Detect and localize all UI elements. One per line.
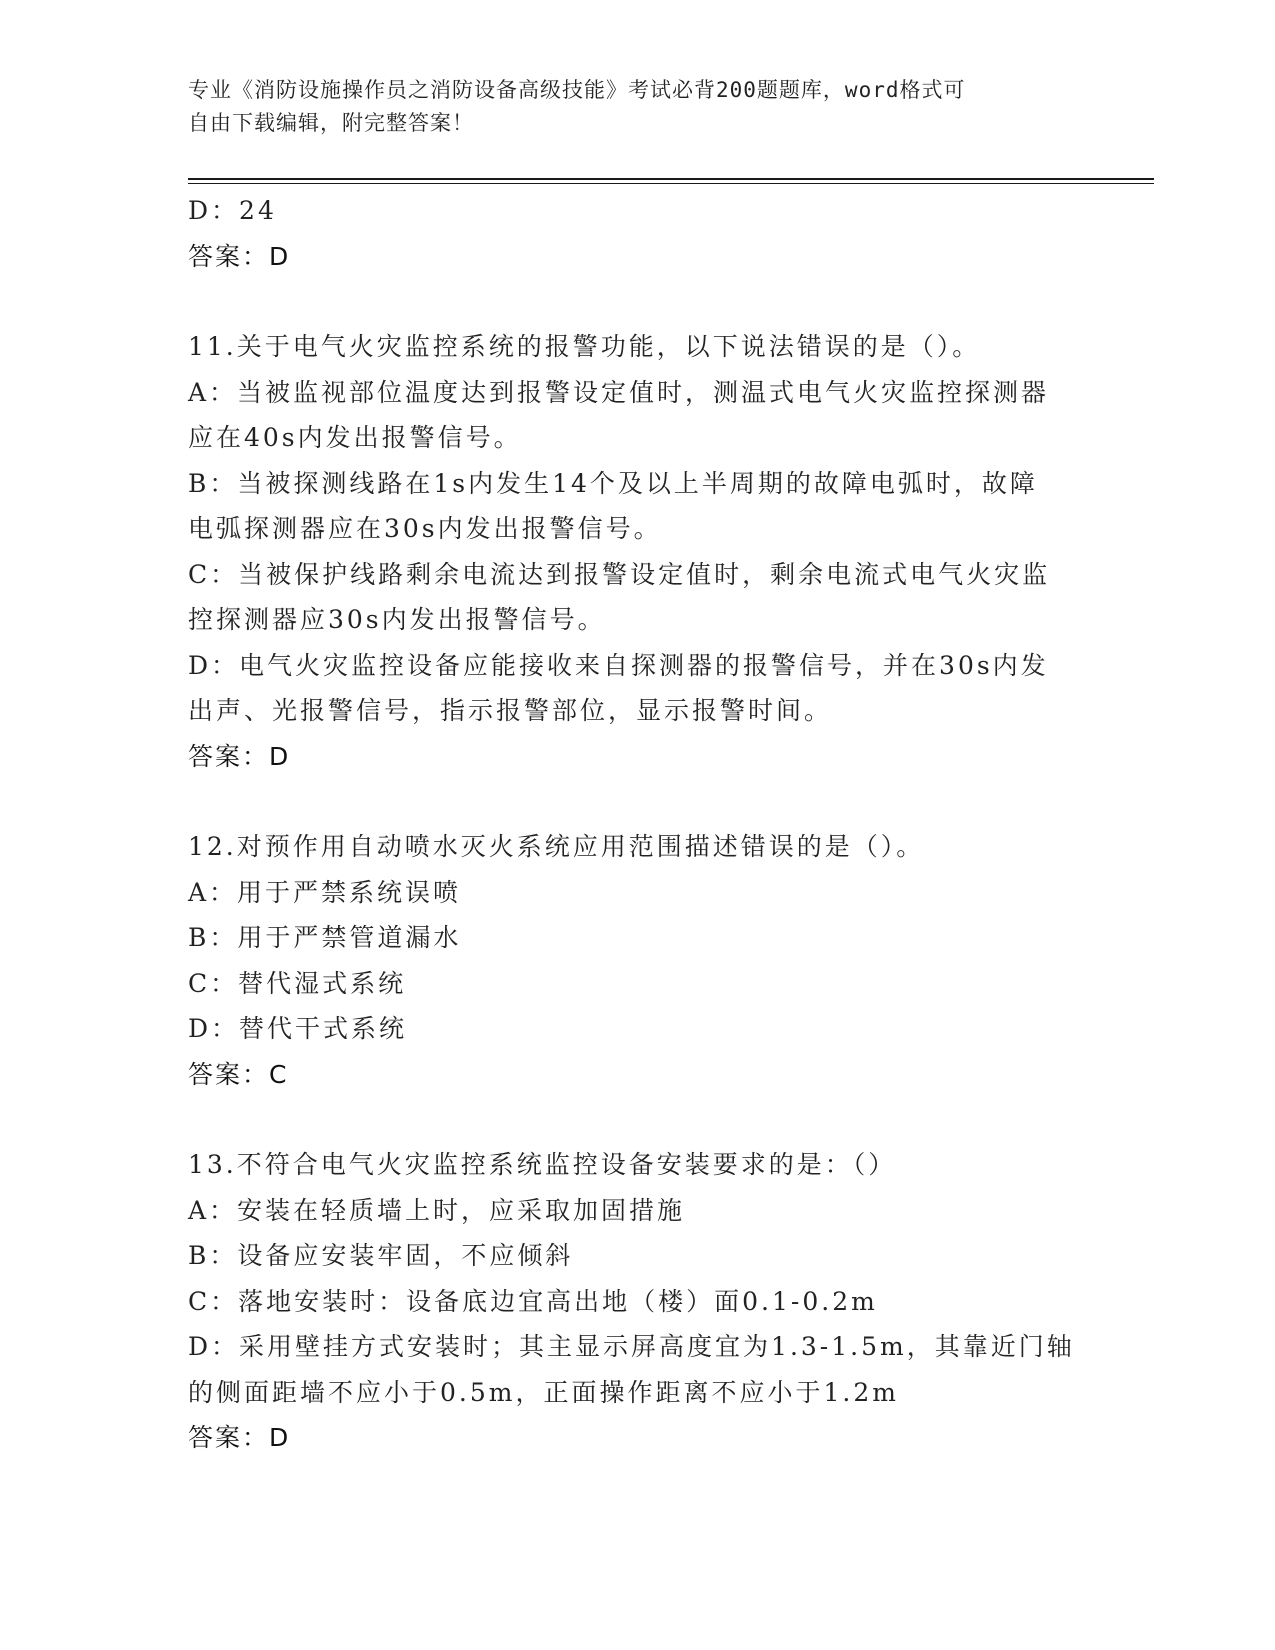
spacer bbox=[188, 779, 1088, 824]
header-divider-thick bbox=[188, 178, 1154, 180]
answer-line: 答案：C bbox=[188, 1059, 289, 1089]
answer-line: 答案：D bbox=[188, 1423, 291, 1452]
header-title-line-2: 自由下载编辑，附完整答案！ bbox=[188, 111, 474, 135]
spacer bbox=[188, 279, 1088, 324]
option-c-line-1: C：当被保护线路剩余电流达到报警设定值时，剩余电流式电气火灾监 bbox=[188, 559, 1051, 589]
option-d: D：24 bbox=[188, 196, 277, 225]
question-content bbox=[188, 188, 1088, 1461]
option-d-line-1: D：采用壁挂方式安装时；其主显示屏高度宜为1.3-1.5m，其靠近门轴 bbox=[188, 1332, 1075, 1361]
option-b: B：用于严禁管道漏水 bbox=[188, 923, 462, 952]
option-a: A：安装在轻质墙上时，应采取加固措施 bbox=[188, 1195, 686, 1225]
header-title-line-1: 专业《消防设施操作员之消防设备高级技能》考试必背200题题库，word格式可 bbox=[188, 78, 966, 102]
option-d-line-1: D：电气火灾监控设备应能接收来自探测器的报警信号，并在30s内发 bbox=[188, 650, 1049, 680]
option-c: C：替代湿式系统 bbox=[188, 968, 407, 998]
option-a: A：用于严禁系统误喷 bbox=[188, 877, 462, 907]
question-13 bbox=[188, 1142, 1088, 1461]
option-d: D：替代干式系统 bbox=[188, 1014, 408, 1043]
question-stem: 13.不符合电气火灾监控系统监控设备安装要求的是：（） bbox=[188, 1150, 897, 1179]
spacer bbox=[188, 1097, 1088, 1142]
question-11 bbox=[188, 324, 1088, 779]
option-c-line-2: 控探测器应30s内发出报警信号。 bbox=[188, 605, 606, 634]
question-stem: 11.关于电气火灾监控系统的报警功能，以下说法错误的是（）。 bbox=[188, 332, 981, 361]
answer-line: 答案：D bbox=[188, 241, 291, 271]
option-b-line-2: 电弧探测器应在30s内发出报警信号。 bbox=[188, 514, 662, 543]
option-b: B：设备应安装牢固，不应倾斜 bbox=[188, 1241, 574, 1270]
option-a-line-2: 应在40s内发出报警信号。 bbox=[188, 423, 522, 452]
answer-line: 答案：D bbox=[188, 741, 291, 771]
previous-question-tail bbox=[188, 188, 1088, 279]
question-12 bbox=[188, 824, 1088, 1097]
option-d-line-2: 的侧面距墙不应小于0.5m，正面操作距离不应小于1.2m bbox=[188, 1377, 899, 1407]
question-stem: 12.对预作用自动喷水灭火系统应用范围描述错误的是（）。 bbox=[188, 832, 925, 861]
option-a-line-1: A：当被监视部位温度达到报警设定值时，测温式电气火灾监控探测器 bbox=[188, 377, 1050, 407]
option-c: C：落地安装时：设备底边宜高出地（楼）面0.1-0.2m bbox=[188, 1286, 878, 1316]
header-divider-thin bbox=[188, 183, 1154, 184]
option-d-line-2: 出声、光报警信号，指示报警部位，显示报警时间。 bbox=[188, 696, 833, 725]
option-b-line-1: B：当被探测线路在1s内发生14个及以上半周期的故障电弧时，故障 bbox=[188, 468, 1038, 498]
document-header bbox=[188, 74, 1088, 140]
